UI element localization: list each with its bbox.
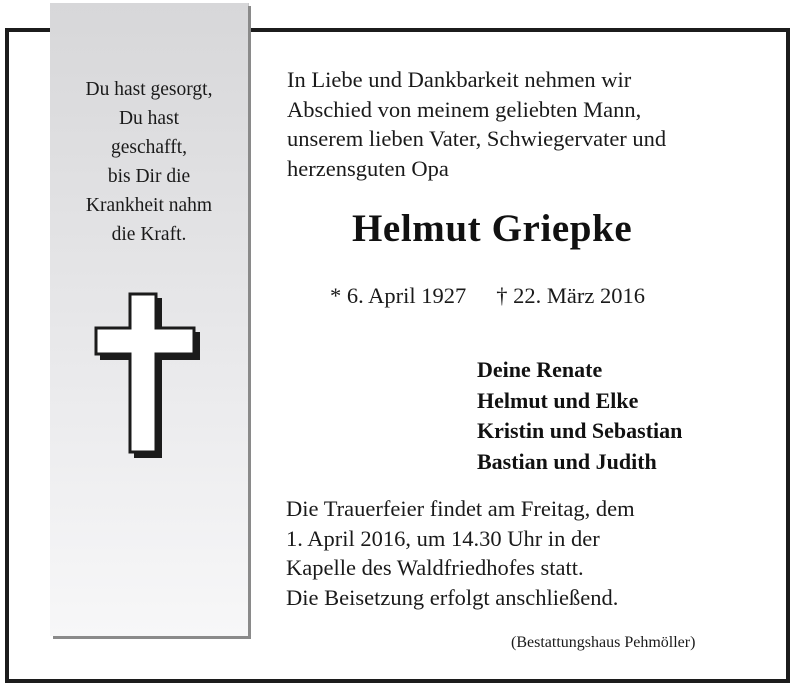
life-dates [330, 283, 645, 309]
poem-line: Krankheit nahm [85, 195, 213, 216]
service-line: Kapelle des Waldfriedhofes statt. [286, 555, 584, 580]
birth-date: * 6. April 1927 [330, 283, 467, 308]
poem-line: Du hast gesorgt, [85, 79, 213, 100]
family-members [477, 355, 682, 477]
intro-line: Abschied von meinem geliebten Mann, [287, 96, 642, 122]
poem-line: geschafft, [111, 137, 187, 158]
intro-text [287, 65, 666, 183]
family-line: Helmut und Elke [477, 387, 639, 413]
deceased-name: Helmut Griepke [352, 207, 633, 250]
poem-line: die Kraft. [111, 224, 187, 245]
intro-line: In Liebe und Dankbarkeit nehmen wir [287, 67, 632, 92]
service-line: Die Trauerfeier findet am Freitag, dem [286, 496, 635, 521]
undertaker-credit: (Bestattungshaus Pehmöller) [511, 634, 696, 651]
service-line: 1. April 2016, um 14.30 Uhr in der [286, 525, 600, 551]
intro-line: unserem lieben Vater, Schwiegervater und [287, 126, 667, 151]
death-date: † 22. März 2016 [496, 283, 645, 308]
funeral-service-info [286, 494, 635, 612]
intro-line: herzensguten Opa [287, 155, 449, 181]
cross-icon [94, 292, 204, 460]
poem-line: bis Dir die [107, 166, 191, 187]
service-line: Die Beisetzung erfolgt anschließend. [286, 584, 619, 610]
poem-line: Du hast [118, 108, 180, 129]
ribbon-poem [50, 75, 248, 249]
family-line: Kristin und Sebastian [477, 418, 683, 443]
family-line: Bastian und Judith [477, 448, 657, 474]
family-line: Deine Renate [477, 357, 603, 382]
